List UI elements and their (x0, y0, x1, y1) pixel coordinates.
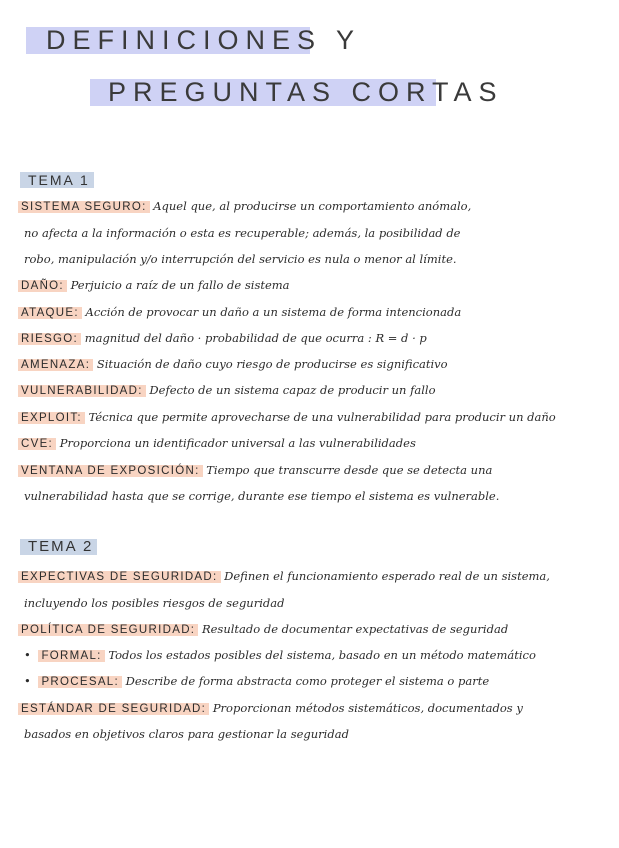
definition-text: Perjuicio a raíz de un fallo de sistema (70, 278, 290, 292)
definition-continuation: no afecta a la información o esta es recuperable; además, la posibilidad de (24, 226, 461, 240)
bullet-dot: • (24, 674, 31, 688)
definition-text: Defecto de un sistema capaz de producir un fallo (149, 383, 436, 397)
definition-continuation: robo, manipulación y/o interrupción del servicio es nula o menor al límite. (24, 252, 457, 266)
definition-continuation: basados en objetivos claros para gestionar la seguridad (24, 727, 349, 741)
definition-term: CVE: (18, 438, 56, 450)
definition-term: EXPLOIT: (18, 412, 85, 424)
definition-term: RIESGO: (18, 333, 81, 345)
definition-term: PROCESAL: (38, 676, 122, 688)
definition-text: Proporciona un identificador universal a las vulnerabilidades (59, 436, 416, 450)
definition-line (24, 647, 536, 664)
definition-term: VULNERABILIDAD: (18, 385, 146, 397)
page-title-line2: PREGUNTAS CORTAS (108, 77, 504, 107)
definition-text: Tiempo que transcurre desde que se detecta una (206, 463, 493, 477)
definition-term: SISTEMA SEGURO: (18, 201, 150, 213)
definition-term: ATAQUE: (18, 307, 82, 319)
definition-line (18, 568, 550, 585)
definition-term: EXPECTIVAS DE SEGURIDAD: (18, 571, 221, 583)
definition-term: ESTÁNDAR DE SEGURIDAD: (18, 703, 209, 715)
topic-heading-2: TEMA 2 (20, 539, 97, 555)
definition-line (18, 621, 508, 638)
definition-continuation: vulnerabilidad hasta que se corrige, durante ese tiempo el sistema es vulnerable. (24, 489, 500, 503)
definition-line (18, 382, 436, 399)
definition-text: Acción de provocar un daño a un sistema de forma intencionada (85, 305, 462, 319)
definition-line (18, 330, 427, 347)
definition-line (18, 462, 492, 479)
definition-line (18, 356, 448, 373)
bullet-dot: • (24, 648, 31, 662)
definition-term: DAÑO: (18, 280, 67, 292)
topic-heading-1: TEMA 1 (20, 172, 94, 188)
page-title-line1: DEFINICIONES Y (46, 25, 362, 55)
definition-line (18, 409, 556, 426)
definition-text: Todos los estados posibles del sistema, basado en un método matemático (108, 648, 536, 662)
definition-text: Aquel que, al producirse un comportamiento anómalo, (153, 199, 472, 213)
definition-text: Proporcionan métodos sistemáticos, documentados y (212, 701, 523, 715)
definition-text: magnitud del daño · probabilidad de que ocurra : R = d · p (84, 331, 427, 345)
definition-line (18, 198, 471, 215)
definition-line (18, 700, 523, 717)
definition-term: AMENAZA: (18, 359, 93, 371)
definition-text: Definen el funcionamiento esperado real de un sistema, (224, 569, 550, 583)
definition-term: POLÍTICA DE SEGURIDAD: (18, 624, 198, 636)
definition-text: Técnica que permite aprovecharse de una vulnerabilidad para producir un daño (88, 410, 556, 424)
definition-term: FORMAL: (38, 650, 104, 662)
definition-line (18, 304, 461, 321)
definition-line (18, 277, 290, 294)
definition-line (18, 435, 416, 452)
definition-line (24, 673, 489, 690)
definition-continuation: incluyendo los posibles riesgos de seguridad (24, 596, 285, 610)
definition-text: Describe de forma abstracta como proteger el sistema o parte (125, 674, 490, 688)
definition-text: Resultado de documentar expectativas de seguridad (201, 622, 509, 636)
definition-text: Situación de daño cuyo riesgo de producirse es significativo (96, 357, 448, 371)
definition-term: VENTANA DE EXPOSICIÓN: (18, 465, 203, 477)
